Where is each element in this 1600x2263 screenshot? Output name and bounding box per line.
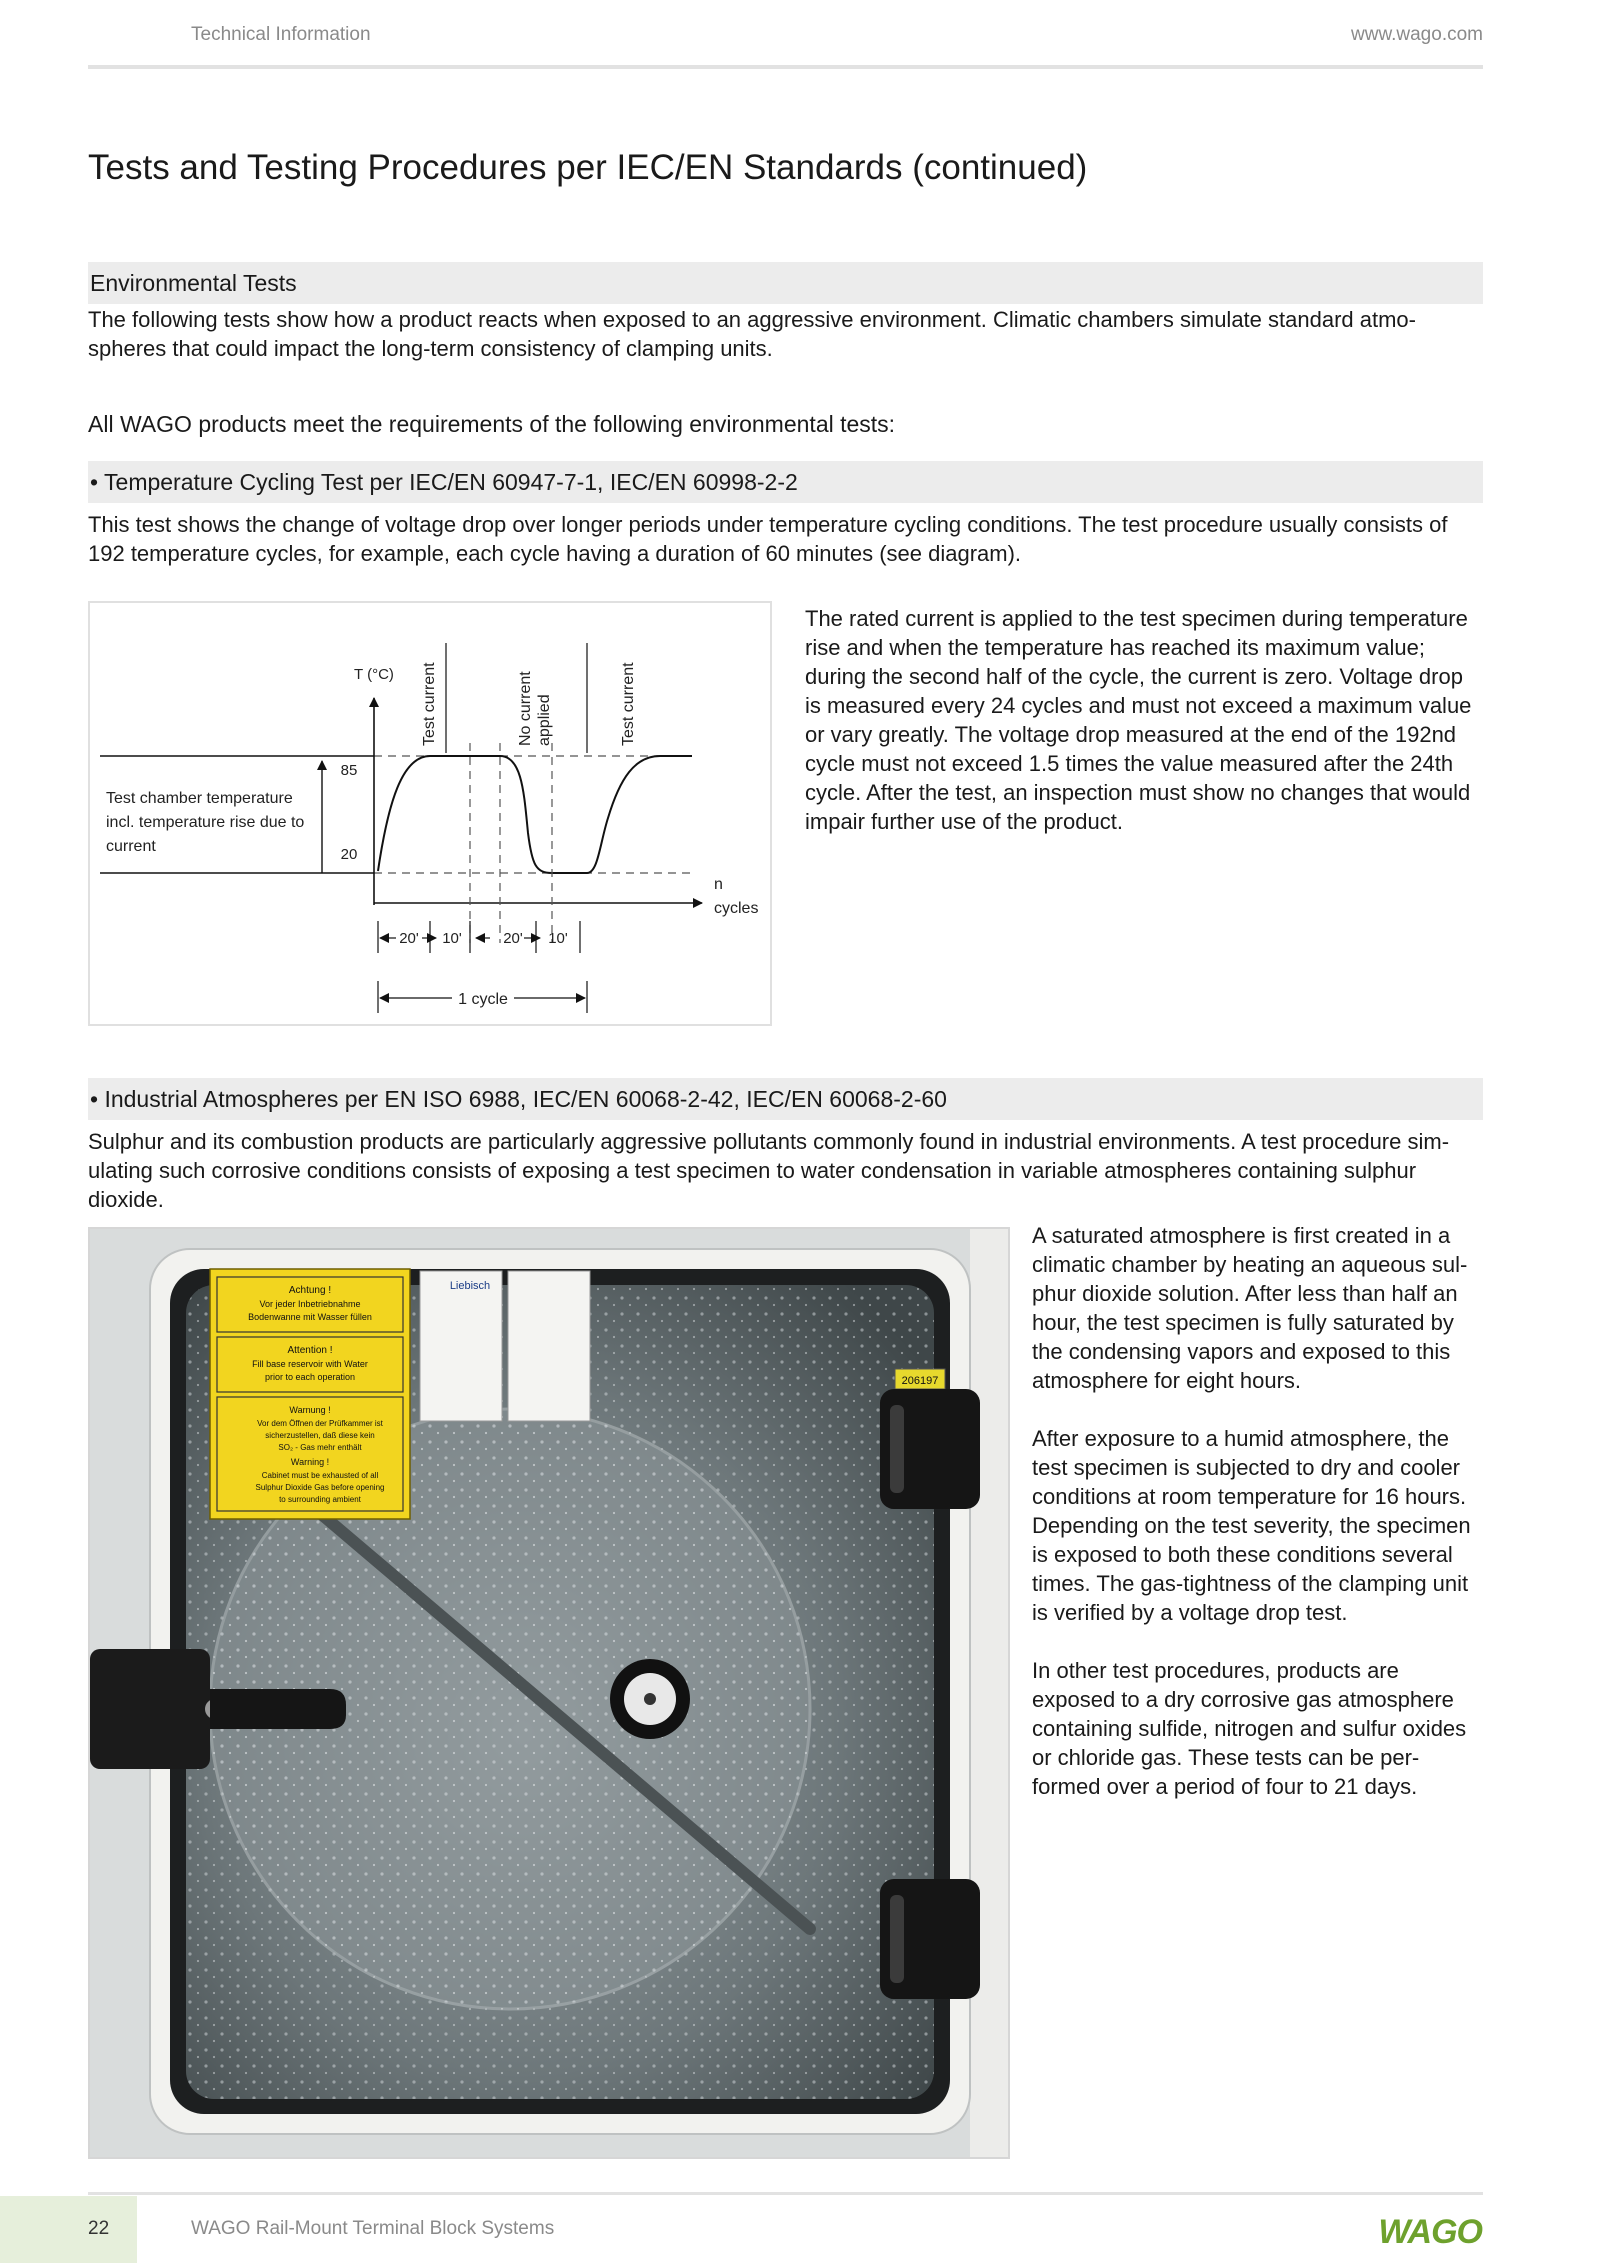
industrial-explanation — [1032, 1221, 1502, 1801]
climatic-chamber-photo — [88, 1227, 1010, 2159]
page-title: Tests and Testing Procedures per IEC/EN Standards (continued) — [88, 148, 1088, 187]
description-line: ulating such corrosive conditions consists of exposing a test specimen to water condensation in variable atmospheres containing sulphur — [88, 1158, 1417, 1183]
explanation-line: After exposure to a humid atmosphere, the — [1032, 1426, 1450, 1451]
temperature-cycling-explanation — [805, 604, 1495, 836]
explanation-line: conditions at room temperature for 16 hours. — [1032, 1484, 1467, 1509]
header-section-label: Technical Information — [191, 24, 371, 45]
environmental-intro-line: The following tests show how a product reacts when exposed to an aggressive environment. Climatic chambers simulate standard atmo- — [88, 307, 1416, 332]
label-text: Warnung ! — [289, 1405, 331, 1415]
label-text: Vor jeder Inbetriebnahme — [259, 1299, 361, 1309]
temperature-cycle-diagram — [88, 601, 772, 1026]
tag-label: 206197 — [901, 1375, 939, 1387]
explanation-line: the condensing vapors and exposed to this — [1032, 1339, 1451, 1364]
description-line: 192 temperature cycles, for example, each cycle having a duration of 60 minutes (see diagram). — [88, 541, 1022, 566]
explanation-line: impair further use of the product. — [805, 809, 1123, 834]
explanation-line: formed over a period of four to 21 days. — [1032, 1774, 1418, 1799]
explanation-line: is verified by a voltage drop test. — [1032, 1600, 1348, 1625]
explanation-paragraph-2 — [1032, 1424, 1502, 1627]
explanation-line: phur dioxide solution. After less than half an — [1032, 1281, 1458, 1306]
label-text: Warning ! — [290, 1457, 330, 1467]
y-axis-label: T (°C) — [354, 666, 394, 683]
chamber-label-line-3: current — [106, 838, 156, 855]
x-axis-label-cycles: cycles — [714, 900, 759, 917]
explanation-line: is measured every 24 cycles and must not exceed a maximum value — [805, 693, 1472, 718]
label-text: Sulphur Dioxide Gas before opening — [255, 1483, 385, 1492]
requirements-statement: All WAGO products meet the requirements of the following environmental tests: — [88, 411, 896, 437]
explanation-line: or chloride gas. These tests can be per- — [1032, 1745, 1420, 1770]
explanation-paragraph-3 — [1032, 1656, 1502, 1801]
label-text: Bodenwanne mit Wasser füllen — [248, 1312, 372, 1322]
brand-label: Liebisch — [449, 1280, 491, 1292]
description-line: dioxide. — [88, 1187, 164, 1212]
explanation-line: climatic chamber by heating an aqueous sul- — [1032, 1252, 1468, 1277]
label-text: to surrounding ambient — [279, 1495, 361, 1504]
description-line: This test shows the change of voltage drop over longer periods under temperature cycling conditions. The test procedure usually consists of — [88, 512, 1448, 537]
explanation-line: cycle must not exceed 1.5 times the value measured after the 24th — [805, 751, 1454, 776]
label-text: Vor dem Öffnen der Prüfkammer ist — [257, 1419, 383, 1428]
environmental-intro-line: spheres that could impact the long-term consistency of clamping units. — [88, 336, 773, 361]
environmental-intro — [88, 305, 1488, 363]
section-heading-environmental: Environmental Tests — [88, 262, 1483, 304]
x-axis-label-n: n — [714, 876, 723, 893]
page-number-box — [0, 2196, 137, 2263]
label-text: prior to each operation — [264, 1372, 356, 1382]
segment-label-4: 10' — [548, 930, 568, 947]
temperature-cycle-svg — [90, 603, 770, 1024]
segment-label-3: 20' — [503, 930, 523, 947]
header-website[interactable]: www.wago.com — [1351, 24, 1483, 45]
label-text: Achtung ! — [288, 1285, 332, 1296]
label-applied: applied — [536, 694, 553, 746]
explanation-line: test specimen is subjected to dry and cooler — [1032, 1455, 1461, 1480]
explanation-line: containing sulfide, nitrogen and sulfur oxides — [1032, 1716, 1467, 1741]
chamber-label-line-2: incl. temperature rise due to — [106, 814, 305, 831]
explanation-line: rise and when the temperature has reached its maximum value; — [805, 635, 1425, 660]
label-text: Fill base reservoir with Water — [252, 1359, 368, 1369]
logo-wordmark: WAGO — [1378, 2213, 1482, 2248]
tick-85: 85 — [340, 762, 358, 779]
climatic-chamber-illustration — [90, 1229, 1008, 2157]
label-text: Cabinet must be exhausted of all — [261, 1471, 379, 1480]
section-heading-industrial-atmospheres: • Industrial Atmospheres per EN ISO 6988, IEC/EN 60068-2-42, IEC/EN 60068-2-60 — [88, 1078, 1483, 1120]
label-test-current-1: Test current — [421, 662, 438, 746]
explanation-line: or vary greatly. The voltage drop measured at the end of the 192nd — [805, 722, 1457, 747]
explanation-paragraph-1 — [1032, 1221, 1502, 1395]
segment-label-2: 10' — [442, 930, 462, 947]
explanation-line: is exposed to both these conditions several — [1032, 1542, 1453, 1567]
label-text: SO₂ - Gas mehr enthält — [278, 1443, 362, 1452]
page-number: 22 — [88, 2218, 110, 2239]
temperature-curve — [378, 756, 692, 873]
segment-label-1: 20' — [399, 930, 419, 947]
footer-publication-title: WAGO Rail-Mount Terminal Block Systems — [191, 2218, 555, 2239]
explanation-line: A saturated atmosphere is first created in a — [1032, 1223, 1451, 1248]
temperature-cycling-description — [88, 510, 1488, 568]
label-text: sicherzustellen, daß diese kein — [265, 1431, 375, 1440]
explanation-line: exposed to a dry corrosive gas atmosphere — [1032, 1687, 1454, 1712]
explanation-line: cycle. After the test, an inspection must show no changes that would — [805, 780, 1471, 805]
footer-divider — [88, 2192, 1483, 2195]
label-text: Attention ! — [287, 1345, 333, 1356]
description-line: Sulphur and its combustion products are particularly aggressive pollutants commonly found in industrial environments. A test procedure sim- — [88, 1129, 1450, 1154]
label-test-current-2: Test current — [620, 662, 637, 746]
explanation-line: The rated current is applied to the test specimen during temperature — [805, 606, 1468, 631]
explanation-line: times. The gas-tightness of the clamping unit — [1032, 1571, 1469, 1596]
label-no-current: No current — [517, 671, 534, 746]
wago-logo-mark — [1370, 2212, 1485, 2248]
explanation-line: Depending on the test severity, the specimen — [1032, 1513, 1471, 1538]
industrial-description — [88, 1127, 1488, 1214]
cycle-label: 1 cycle — [458, 991, 508, 1008]
chamber-label-line-1: Test chamber temperature — [106, 790, 293, 807]
explanation-line: In other test procedures, products are — [1032, 1658, 1399, 1683]
tick-20: 20 — [340, 846, 358, 863]
header-divider — [88, 65, 1483, 69]
wago-logo[interactable] — [1370, 2212, 1485, 2253]
explanation-line: during the second half of the cycle, the current is zero. Voltage drop — [805, 664, 1463, 689]
explanation-line: atmosphere for eight hours. — [1032, 1368, 1302, 1393]
section-heading-temperature-cycling: • Temperature Cycling Test per IEC/EN 60947-7-1, IEC/EN 60998-2-2 — [88, 461, 1483, 503]
explanation-line: hour, the test specimen is fully saturated by — [1032, 1310, 1454, 1335]
